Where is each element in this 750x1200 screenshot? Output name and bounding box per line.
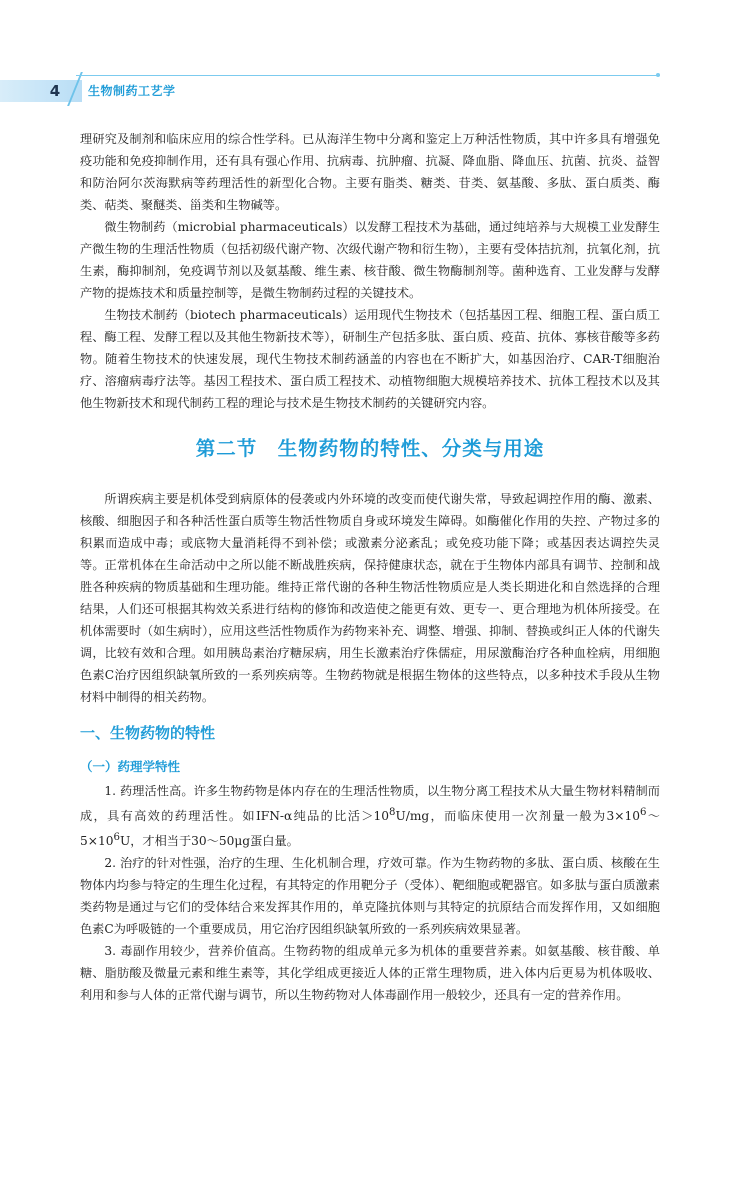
heading-pharmacological-properties: （一）药理学特性 — [80, 759, 181, 774]
item-high-activity-text-a: 1. 药理活性高。许多生物药物是体内存在的生理活性物质，以生物分离工程技术从大量生物材料精制而成，具有高效的药理活性。如IFN-α纯品的比活＞10 — [80, 784, 660, 824]
paragraph-microbial-pharmaceuticals: 微生物制药（microbial pharmaceuticals）以发酵工程技术为基础，通过纯培养与大规模工业发酵生产微生物的生理活性物质（包括初级代谢产物、次级代谢产物和衍生物），主要有受体拮抗剂，抗氧化剂，抗生素，酶抑制剂，免疫调节剂以及氨基酸、维生素、核苷酸、微生物酶制剂等。菌种选育、工业发酵与发酵产物的提炼技术和质量控制等，是微生物制药过程的关键技术。 — [80, 220, 660, 300]
item-low-toxicity: 3. 毒副作用较少，营养价值高。生物药物的组成单元多为机体的重要营养素。如氨基酸、核苷酸、单糖、脂肪酸及微量元素和维生素等，其化学组成更接近人体的正常生理物质，进入体内后更易为机体吸收、利用和参与人体的正常代谢与调节，所以生物药物对人体毒副作用一般较少，还具有一定的营养作用。 — [80, 944, 660, 1003]
item-high-activity — [80, 780, 660, 852]
item-high-activity-text-d: U，才相当于30～50μg蛋白量。 — [119, 834, 299, 849]
page-body — [80, 128, 660, 1006]
item-high-activity-text-b: U/mg，而临床使用一次剂量一般为3×10 — [395, 809, 640, 824]
paragraph-continued: 理研究及制剂和临床应用的综合性学科。已从海洋生物中分离和鉴定上万种活性物质，其中许多具有增强免疫功能和免疫抑制作用，还有具有强心作用、抗病毒、抗肿瘤、抗凝、降血脂、降血压、抗菌、抗炎、益智和防治阿尔茨海默病等药理活性的新型化合物。主要有脂类、糖类、苷类、氨基酸、多肽、蛋白质类、酶类、萜类、聚醚类、甾类和生物碱等。 — [80, 132, 660, 212]
page-number: 4 — [49, 82, 61, 100]
superscript-exponent: 6 — [113, 832, 120, 844]
item-high-activity-text-c: ～5×10 — [80, 809, 660, 849]
superscript-exponent: 8 — [388, 807, 396, 818]
item-targeted-therapy: 2. 治疗的针对性强，治疗的生理、生化机制合理，疗效可靠。作为生物药物的多肽、蛋白质、核酸在生物体内均参与特定的生理生化过程，有其特定的作用靶分子（受体）、靶细胞或靶器官。如多肽与蛋白质激素类药物是通过与它们的受体结合来发挥其作用的，单克隆抗体则与其特定的抗原结合而发挥作用，又如细胞色素C为呼吸链的一个重要成员，用它治疗因组织缺氧所致的一系列疾病效果显著。 — [80, 856, 660, 937]
superscript-exponent: 6 — [639, 807, 647, 818]
paragraph-biotech-pharmaceuticals: 生物技术制药（biotech pharmaceuticals）运用现代生物技术（包括基因工程、细胞工程、蛋白质工程、酶工程、发酵工程以及其他生物新技术等），研制生产包括多肽、蛋白质、疫苗、抗体、寡核苷酸等多药物。随着生物技术的快速发展，现代生物技术制药涵盖的内容也在不断扩大，如基因治疗、CAR-T细胞治疗、溶瘤病毒疗法等。基因工程技术、蛋白质工程技术、动植物细胞大规模培养技术、抗体工程技术以及其他生物新技术和现代制药工程的理论与技术是生物技术制药的关键研究内容。 — [80, 308, 660, 410]
heading-characteristics: 一、生物药物的特性 — [80, 724, 216, 742]
section-title: 第二节 生物药物的特性、分类与用途 — [195, 437, 545, 460]
header-rule-endpoint — [656, 73, 660, 77]
header-rule — [76, 75, 660, 76]
book-title: 生物制药工艺学 — [88, 84, 176, 98]
paragraph-disease-intro: 所谓疾病主要是机体受到病原体的侵袭或内外环境的改变而使代谢失常，导致起调控作用的酶、激素、核酸、细胞因子和各种活性蛋白质等生物活性物质自身或环境发生障碍。如酶催化作用的失控、产物过多的积累而造成中毒；或底物大量消耗得不到补偿；或激素分泌紊乱；或免疫功能下降；或基因表达调控失灵等。正常机体在生命活动中之所以能不断战胜疾病，保持健康状态，就在于生物体内部具有调节、控制和战胜各种疾病的物质基础和生理功能。维持正常代谢的各种生物活性物质应是人类长期进化和自然选择的合理结果，人们还可根据其构效关系进行结构的修饰和改造使之能更有效、更专一、更合理地为机体所接受。在机体需要时（如生病时），应用这些活性物质作为药物来补充、调整、增强、抑制、替换或纠正人体的代谢失调，比较有效和合理。如用胰岛素治疗糖尿病，用生长激素治疗侏儒症，用尿激酶治疗各种血栓病，用细胞色素C治疗因组织缺氧所致的一系列疾病等。生物药物就是根据生物体的这些特点，以多种技术手段从生物材料中制得的相关药物。 — [80, 492, 660, 704]
page-header — [0, 70, 750, 110]
